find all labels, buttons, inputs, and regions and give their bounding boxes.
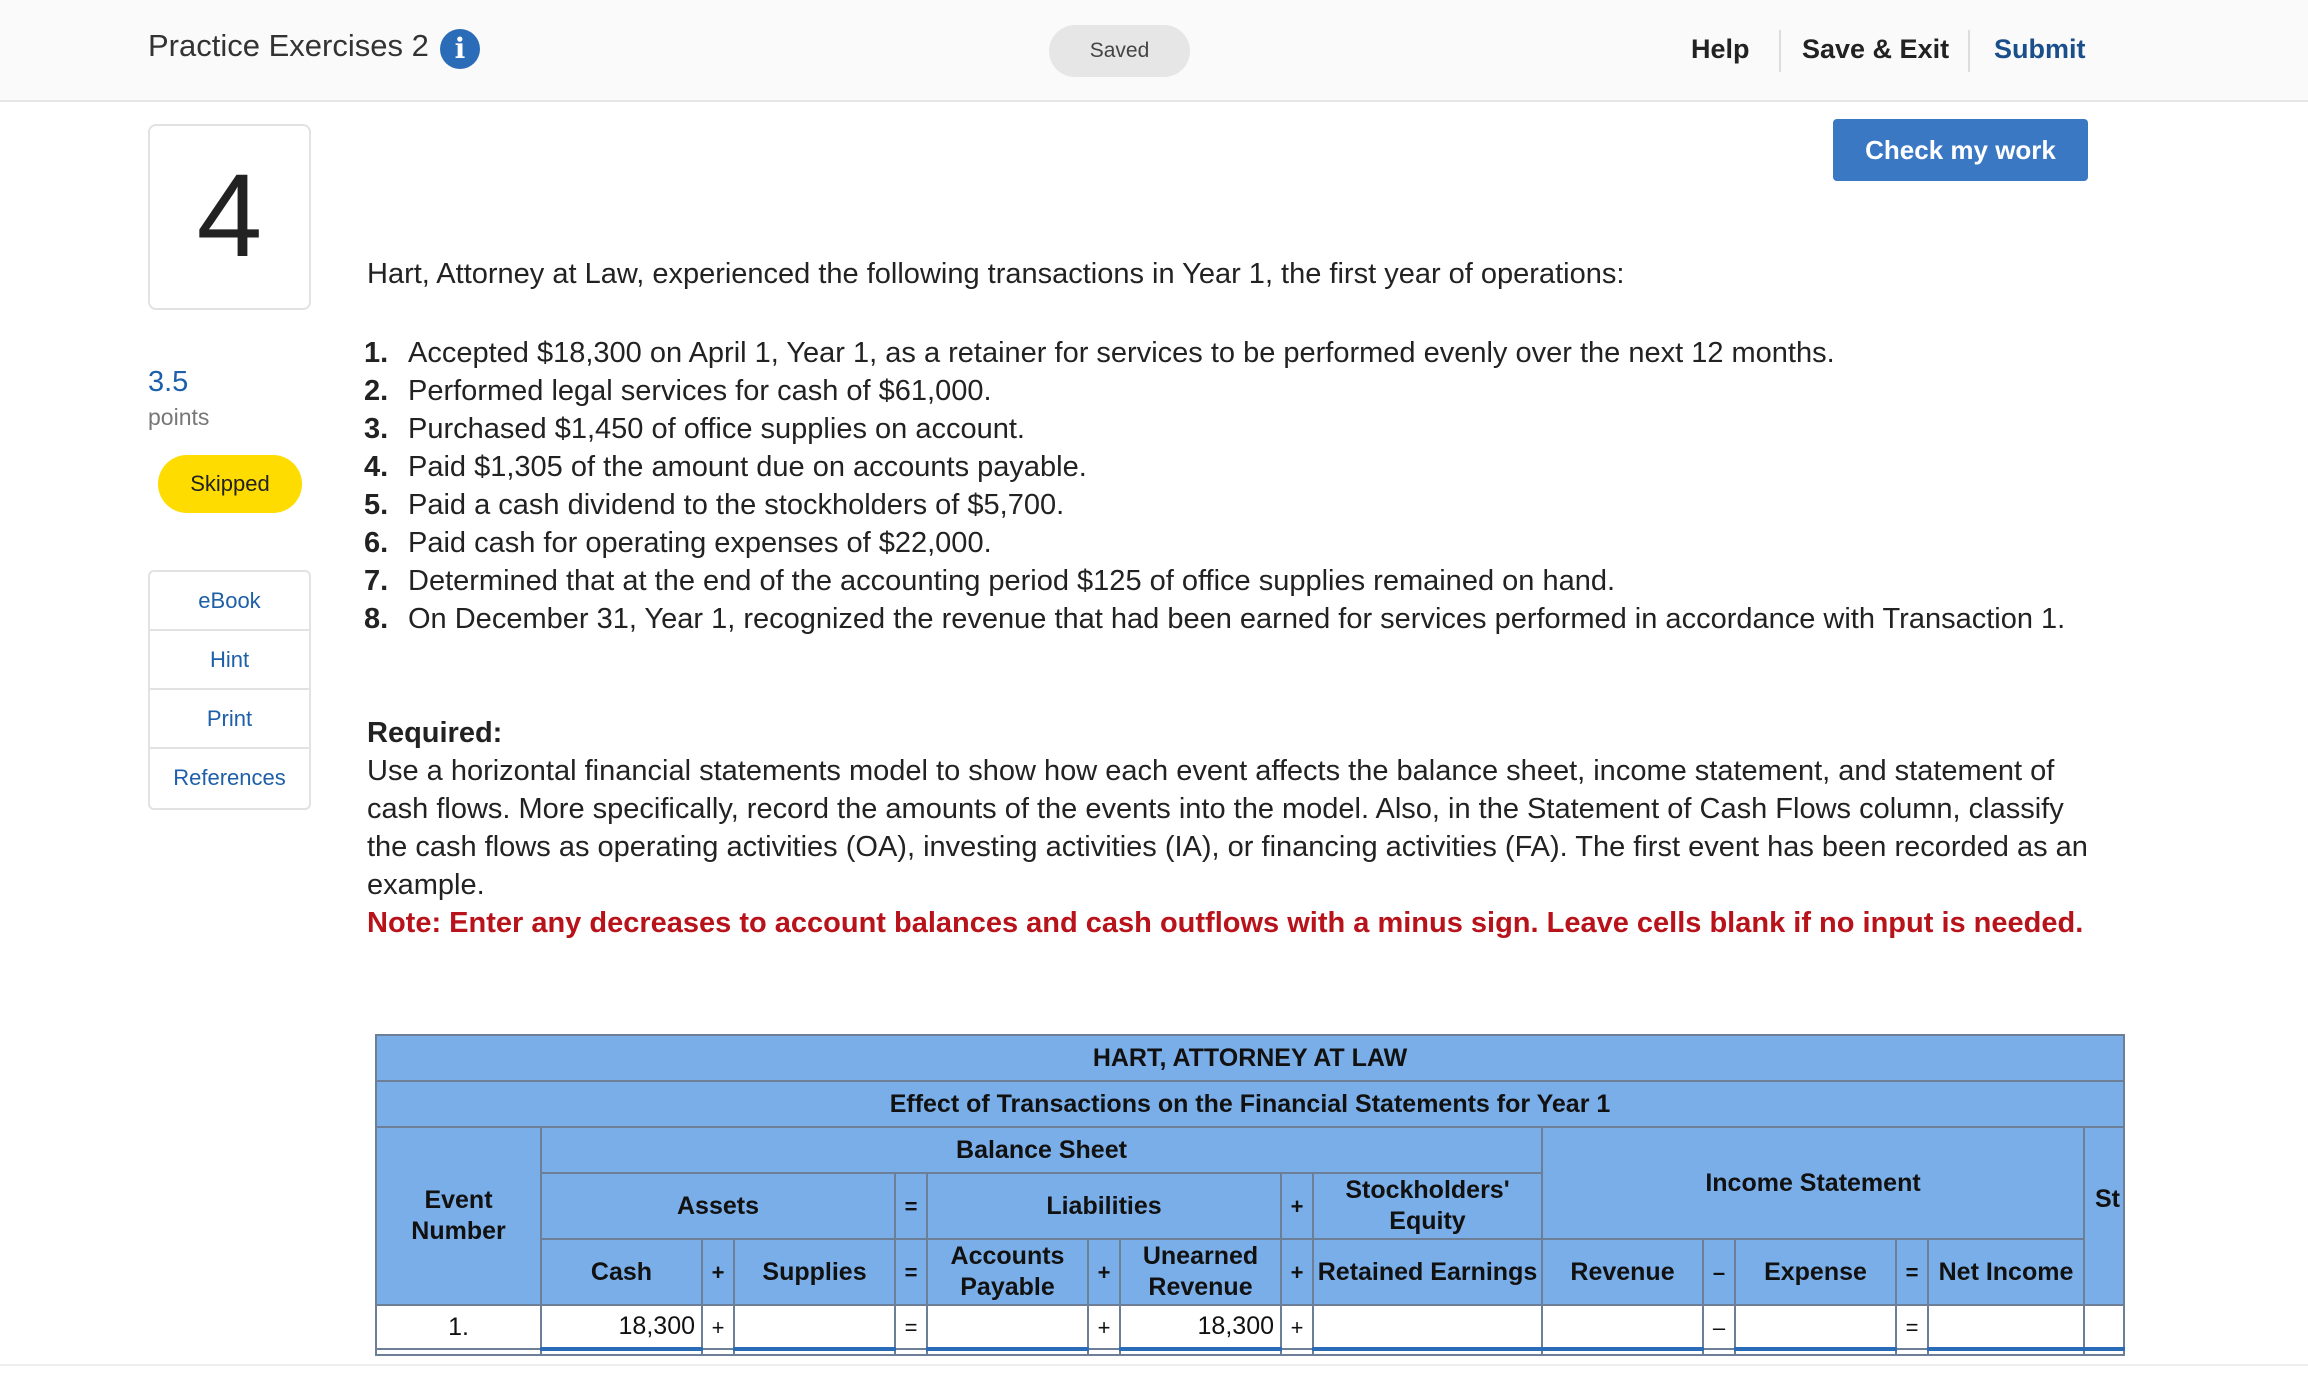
event-number-header: Event Number bbox=[376, 1127, 541, 1305]
equals-operator: = bbox=[895, 1239, 927, 1305]
info-icon[interactable]: i bbox=[440, 29, 480, 69]
supplies-input[interactable] bbox=[734, 1349, 895, 1355]
retained-earnings-column-header: Retained Earnings bbox=[1313, 1239, 1542, 1305]
accounts-payable-column-header: Accounts Payable bbox=[927, 1239, 1088, 1305]
side-tools-panel bbox=[148, 570, 311, 810]
cash-flow-header: St bbox=[2084, 1127, 2124, 1305]
plus-operator: + bbox=[1281, 1305, 1313, 1349]
net-income-column-header: Net Income bbox=[1928, 1239, 2084, 1305]
list-item bbox=[364, 372, 2107, 410]
unearned-revenue-cell: 18,300 bbox=[1120, 1305, 1281, 1349]
item-number: 1. bbox=[364, 337, 389, 369]
minus-operator: – bbox=[1703, 1239, 1735, 1305]
liabilities-header: Liabilities bbox=[927, 1173, 1281, 1239]
nav-divider bbox=[1779, 30, 1781, 72]
minus-operator: – bbox=[1703, 1305, 1735, 1349]
item-text: Performed legal services for cash of $61,000. bbox=[408, 375, 992, 407]
unearned-revenue-column-header: Unearned Revenue bbox=[1120, 1239, 1281, 1305]
list-item bbox=[364, 600, 2107, 638]
hint-link[interactable]: Hint bbox=[150, 631, 309, 690]
item-number: 8. bbox=[364, 603, 389, 635]
income-statement-header: Income Statement bbox=[1542, 1127, 2084, 1239]
net-income-cell bbox=[1928, 1305, 2084, 1349]
financial-model-table bbox=[375, 1034, 2125, 1356]
top-bar bbox=[0, 0, 2308, 102]
equals-operator: = bbox=[1896, 1305, 1928, 1349]
list-item bbox=[364, 486, 2107, 524]
question-number: 4 bbox=[148, 124, 311, 310]
list-item bbox=[364, 448, 2107, 486]
print-link[interactable]: Print bbox=[150, 690, 309, 749]
cash-flow-input[interactable] bbox=[2084, 1349, 2124, 1355]
table-subtitle: Effect of Transactions on the Financial Statements for Year 1 bbox=[376, 1081, 2124, 1127]
status-badge: Skipped bbox=[158, 455, 302, 513]
plus-operator: + bbox=[1088, 1305, 1120, 1349]
nav-divider bbox=[1968, 30, 1970, 72]
check-my-work-button[interactable]: Check my work bbox=[1833, 119, 2088, 181]
references-link[interactable]: References bbox=[173, 765, 286, 790]
balance-sheet-header: Balance Sheet bbox=[541, 1127, 1542, 1173]
table-row bbox=[376, 1349, 2124, 1355]
retained-earnings-cell bbox=[1313, 1305, 1542, 1349]
list-item bbox=[364, 524, 2107, 562]
operator-cell bbox=[1703, 1349, 1735, 1355]
points-value: 3.5 bbox=[148, 366, 189, 398]
equity-header: Stockholders' Equity bbox=[1313, 1173, 1542, 1239]
required-section bbox=[367, 714, 2107, 942]
save-exit-link[interactable]: Save & Exit bbox=[1802, 34, 1950, 64]
revenue-column-header: Revenue bbox=[1542, 1239, 1703, 1305]
list-item bbox=[364, 410, 2107, 448]
supplies-column-header: Supplies bbox=[734, 1239, 895, 1305]
cash-cell: 18,300 bbox=[541, 1305, 702, 1349]
item-text: Accepted $18,300 on April 1, Year 1, as a retainer for services to be performed evenly over the next 12 months. bbox=[408, 337, 1835, 369]
net-income-input[interactable] bbox=[1928, 1349, 2084, 1355]
help-link[interactable]: Help bbox=[1691, 34, 1750, 64]
expense-column-header: Expense bbox=[1735, 1239, 1896, 1305]
unearned-revenue-input[interactable] bbox=[1120, 1349, 1281, 1355]
event-cell: 1. bbox=[376, 1305, 541, 1349]
item-number: 6. bbox=[364, 527, 389, 559]
problem-intro: Hart, Attorney at Law, experienced the following transactions in Year 1, the first year of operations: bbox=[367, 258, 1625, 290]
required-text: Use a horizontal financial statements model to show how each event affects the balance sheet, income statement, and statement of cash flows. More specifically, record the amounts of the events into the model. Also, in the Statement of Cash Flows column, classify the cash flows as operating activities (OA), investing activities (IA), or financing activities (FA). The first event has been recorded as an example. bbox=[367, 755, 2088, 901]
expense-input[interactable] bbox=[1735, 1349, 1896, 1355]
revenue-input[interactable] bbox=[1542, 1349, 1703, 1355]
item-text: Paid cash for operating expenses of $22,000. bbox=[408, 527, 992, 559]
table-row bbox=[376, 1305, 2124, 1349]
item-text: Purchased $1,450 of office supplies on account. bbox=[408, 413, 1025, 445]
item-number: 7. bbox=[364, 565, 389, 597]
saved-status: Saved bbox=[1049, 25, 1190, 77]
operator-cell bbox=[1281, 1349, 1313, 1355]
equals-operator: = bbox=[895, 1305, 927, 1349]
transaction-list bbox=[364, 334, 2107, 638]
cash-column-header: Cash bbox=[541, 1239, 702, 1305]
ebook-link[interactable]: eBook bbox=[150, 572, 309, 631]
item-text: Determined that at the end of the accounting period $125 of office supplies remained on hand. bbox=[408, 565, 1616, 597]
plus-operator: + bbox=[702, 1305, 734, 1349]
operator-cell bbox=[1896, 1349, 1928, 1355]
submit-link[interactable]: Submit bbox=[1994, 34, 2086, 64]
item-number: 2. bbox=[364, 375, 389, 407]
event-cell bbox=[376, 1349, 541, 1355]
plus-operator: + bbox=[1088, 1239, 1120, 1305]
item-number: 3. bbox=[364, 413, 389, 445]
expense-cell bbox=[1735, 1305, 1896, 1349]
page-bottom-divider bbox=[0, 1364, 2308, 1366]
table-company-title: HART, ATTORNEY AT LAW bbox=[376, 1035, 2124, 1081]
plus-operator: + bbox=[1281, 1239, 1313, 1305]
accounts-payable-input[interactable] bbox=[927, 1349, 1088, 1355]
accounts-payable-cell bbox=[927, 1305, 1088, 1349]
operator-cell bbox=[1088, 1349, 1120, 1355]
page-bottom-mask bbox=[0, 1364, 2308, 1379]
plus-operator: + bbox=[1281, 1173, 1313, 1239]
item-text: Paid a cash dividend to the stockholders of $5,700. bbox=[408, 489, 1065, 521]
list-item bbox=[364, 334, 2107, 372]
points-label: points bbox=[148, 404, 210, 430]
note-text: Note: Enter any decreases to account balances and cash outflows with a minus sign. Leave cells blank if no input is needed. bbox=[367, 907, 2084, 939]
required-heading: Required: bbox=[367, 717, 503, 749]
plus-operator: + bbox=[702, 1239, 734, 1305]
equals-operator: = bbox=[1896, 1239, 1928, 1305]
equals-operator: = bbox=[895, 1173, 927, 1239]
list-item bbox=[364, 562, 2107, 600]
cash-flow-cell bbox=[2084, 1305, 2124, 1349]
operator-cell bbox=[702, 1349, 734, 1355]
item-text: Paid $1,305 of the amount due on accounts payable. bbox=[408, 451, 1087, 483]
cash-input[interactable] bbox=[541, 1349, 702, 1355]
operator-cell bbox=[895, 1349, 927, 1355]
item-number: 5. bbox=[364, 489, 389, 521]
supplies-cell bbox=[734, 1305, 895, 1349]
item-number: 4. bbox=[364, 451, 389, 483]
retained-earnings-input[interactable] bbox=[1313, 1349, 1542, 1355]
assignment-title: Practice Exercises 2 bbox=[148, 28, 429, 63]
assets-header: Assets bbox=[541, 1173, 895, 1239]
revenue-cell bbox=[1542, 1305, 1703, 1349]
item-text: On December 31, Year 1, recognized the revenue that had been earned for services performed in accordance with Transaction 1. bbox=[408, 603, 2066, 635]
